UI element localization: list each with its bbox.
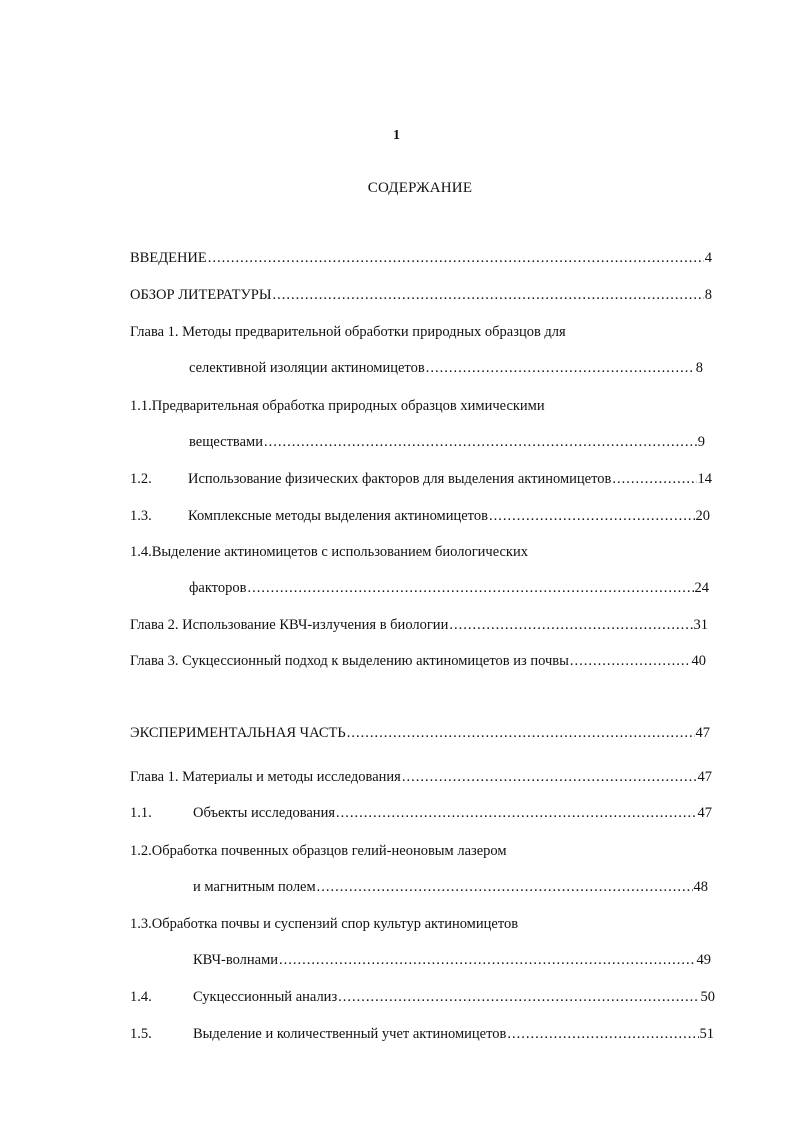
toc-entry-page: 9 <box>697 434 705 450</box>
leader-dots <box>264 432 697 452</box>
toc-entry-label: Глава 1. Методы предварительной обработки природных образцов для <box>130 324 566 340</box>
leader-dots <box>507 1024 698 1044</box>
toc-entry-label: Обработка почвенных образцов гелий-неоновым лазером <box>151 843 507 859</box>
toc-entry-number: 1.2. <box>130 843 152 859</box>
toc-entry-exp-1-2-line-1 <box>130 841 712 861</box>
toc-entry-page: 31 <box>693 617 708 633</box>
toc-entry-number: 1.3. <box>130 508 152 524</box>
leader-dots <box>247 578 693 598</box>
leader-dots <box>272 285 703 305</box>
toc-entry-chapter-3 <box>130 651 706 671</box>
toc-entry-number: 1.4. <box>130 989 152 1005</box>
toc-entry-experimental-part <box>130 723 710 743</box>
toc-entry-number: 1.1. <box>130 398 152 414</box>
toc-entry-materials-methods <box>130 767 712 787</box>
toc-entry-literature-review <box>130 285 712 305</box>
toc-entry-exp-1-3-line-1 <box>130 914 712 934</box>
toc-entry-chapter-2 <box>130 615 708 635</box>
toc-entry-label: ВВЕДЕНИЕ <box>130 250 207 266</box>
toc-entry-page: 20 <box>695 508 710 524</box>
toc-entry-number: 1.3. <box>130 916 152 932</box>
toc-entry-page: 50 <box>700 989 715 1005</box>
toc-entry-label: Объекты исследования <box>193 805 335 821</box>
toc-entry-1-4-line-1 <box>130 542 712 562</box>
toc-entry-label: и магнитным полем <box>193 879 316 895</box>
toc-entry-label: ЭКСПЕРИМЕНТАЛЬНАЯ ЧАСТЬ <box>130 725 346 741</box>
toc-entry-chapter-1-line-1 <box>130 322 712 342</box>
leader-dots <box>336 803 697 823</box>
toc-entry-1-2 <box>130 469 712 489</box>
toc-entry-label: Обработка почвы и суспензий спор культур актиномицетов <box>151 916 519 932</box>
toc-entry-label: Выделение и количественный учет актиномицетов <box>193 1026 507 1042</box>
toc-entry-page: 8 <box>704 287 712 303</box>
toc-entry-page: 24 <box>694 580 709 596</box>
toc-entry-number: 1.1. <box>130 805 152 821</box>
toc-entry-label: селективной изоляции актиномицетов <box>189 360 425 376</box>
toc-entry-label: Глава 1. Материалы и методы исследования <box>130 769 401 785</box>
leader-dots <box>489 506 695 526</box>
toc-entry-page: 51 <box>699 1026 714 1042</box>
leader-dots <box>402 767 697 787</box>
toc-entry-page: 4 <box>704 250 712 266</box>
toc-entry-page: 47 <box>697 769 712 785</box>
leader-dots <box>317 877 693 897</box>
toc-entry-introduction <box>130 248 712 268</box>
toc-entry-page: 40 <box>691 653 706 669</box>
toc-entry-label: Использование физических факторов для выделения актиномицетов <box>188 471 612 487</box>
toc-entry-label: Комплексные методы выделения актиномицетов <box>188 508 488 524</box>
toc-entry-label: Сукцессионный анализ <box>193 989 338 1005</box>
toc-entry-exp-1-3-line-2 <box>193 950 711 970</box>
toc-entry-label: Глава 3. Сукцессионный подход к выделению актиномицетов из почвы <box>130 653 569 669</box>
toc-entry-page: 14 <box>697 471 712 487</box>
toc-entry-exp-1-2-line-2 <box>193 877 708 897</box>
toc-entry-label: Глава 2. Использование КВЧ-излучения в биологии <box>130 617 449 633</box>
toc-entry-page: 48 <box>693 879 708 895</box>
toc-entry-exp-1-1 <box>130 803 712 823</box>
toc-entry-number: 1.2. <box>130 471 152 487</box>
leader-dots <box>426 358 695 378</box>
toc-entry-label: факторов <box>189 580 247 596</box>
toc-entry-page: 47 <box>697 805 712 821</box>
leader-dots <box>279 950 695 970</box>
toc-entry-page: 47 <box>695 725 710 741</box>
leader-dots <box>338 987 699 1007</box>
leader-dots <box>449 615 692 635</box>
toc-entry-label: веществами <box>189 434 263 450</box>
toc-entry-exp-1-4 <box>130 987 715 1007</box>
toc-entry-number: 1.4. <box>130 544 152 560</box>
page-number: 1 <box>393 128 400 143</box>
toc-entry-1-1-line-2 <box>189 432 705 452</box>
toc-entry-label: Выделение актиномицетов с использованием биологических <box>151 544 528 560</box>
page-title: СОДЕРЖАНИЕ <box>367 180 473 196</box>
toc-entry-label: Предварительная обработка природных образцов химическими <box>151 398 545 414</box>
toc-entry-1-3 <box>130 506 710 526</box>
leader-dots <box>208 248 704 268</box>
toc-entry-page: 8 <box>695 360 703 376</box>
toc-entry-page: 49 <box>696 952 711 968</box>
leader-dots <box>570 651 691 671</box>
toc-entry-1-1-line-1 <box>130 396 712 416</box>
toc-entry-label: ОБЗОР ЛИТЕРАТУРЫ <box>130 287 272 303</box>
toc-entry-chapter-1-line-2 <box>189 358 703 378</box>
toc-entry-exp-1-5 <box>130 1024 714 1044</box>
toc-entry-1-4-line-2 <box>189 578 709 598</box>
leader-dots <box>347 723 695 743</box>
leader-dots <box>612 469 696 489</box>
toc-entry-label: КВЧ-волнами <box>193 952 279 968</box>
toc-entry-number: 1.5. <box>130 1026 152 1042</box>
